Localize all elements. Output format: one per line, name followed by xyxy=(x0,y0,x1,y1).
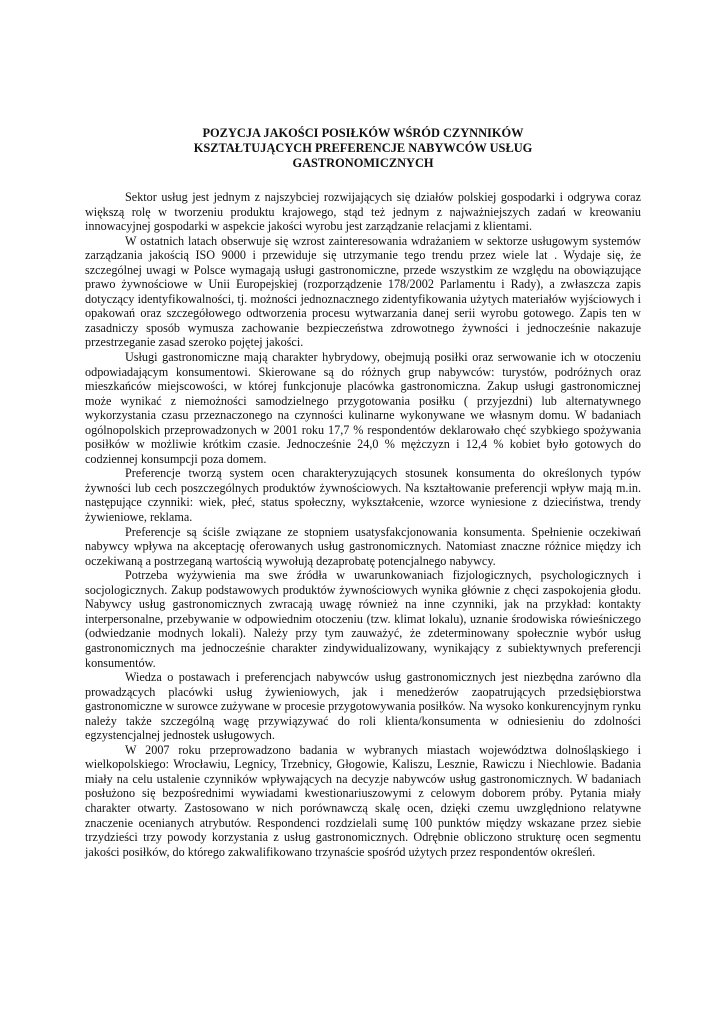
paragraph-2: W ostatnich latach obserwuje się wzrost zainteresowania wdrażaniem w sektorze usługowym systemów zarządzania jakością ISO 9000 i przewiduje się utrzymanie tego trendu przez wiele lat . Wydaje się, że szczególnej uwagi w Polsce wymagają usługi gastronomiczne, przede wszystkim ze względu na obowiązujące prawo żywnościowe w Unii Europejskiej (rozporządzenie 178/2002 Parlamentu i Rady), a zwłaszcza zapis dotyczący identyfikowalności, tj. możności jednoznacznego zidentyfikowania użytych materiałów wyjściowych i opakowań oraz szczegółowego odtworzenia procesu wytwarzania danej serii wyrobu gotowego. Zapis ten w zasadniczy sposób wymusza zachowanie bezpieczeństwa zdrowotnego żywności i jednocześnie nakazuje przestrzeganie zasad szeroko pojętej jakości. xyxy=(85,233,641,350)
paragraph-6: Potrzeba wyżywienia ma swe źródła w uwarunkowaniach fizjologicznych, psychologicznych i socjologicznych. Zakup podstawowych produktów żywnościowych wynika głównie z chęci zaspokojenia głodu. Nabywcy usług gastronomicznych zwracają uwagę również na inne czynniki, jak na przykład: kontakty interpersonalne, przebywanie w odpowiednim otoczeniu (tzw. klimat lokalu), uznanie środowiska rówieśniczego (odwiedzanie modnych lokali). Należy przy tym zauważyć, że zdeterminowany społecznie wybór usług gastronomicznych ma jednocześnie charakter zindywidualizowany, wynikający z subiektywnych preferencji konsumentów. xyxy=(85,568,641,670)
paragraph-1: Sektor usług jest jednym z najszybciej rozwijających się działów polskiej gospodarki i odgrywa coraz większą rolę w tworzeniu produktu krajowego, stąd też jednym z najważniejszych zadań w kreowaniu innowacyjnej gospodarki w aspekcie jakości wyrobu jest zarządzanie relacjami z klientami. xyxy=(85,190,641,234)
paragraph-3: Usługi gastronomiczne mają charakter hybrydowy, obejmują posiłki oraz serwowanie ich w otoczeniu odpowiadającym konsumentowi. Skierowane są do różnych grup nabywców: turystów, podróżnych oraz mieszkańców miejscowości, w której funkcjonuje placówka gastronomiczna. Zakup usługi gastronomicznej może wynikać z niemożności samodzielnego przygotowania posiłku ( przyjezdni) lub alternatywnego wykorzystania czasu przeznaczonego na czynności kulinarne wykonywane we własnym domu. W badaniach ogólnopolskich przeprowadzonych w 2001 roku 17,7 % respondentów deklarowało chęć szybkiego spożywania posiłków w możliwie krótkim czasie. Jednocześnie 24,0 % mężczyzn i 12,4 % kobiet było gotowych do codziennej konsumpcji poza domem. xyxy=(85,350,641,466)
paragraph-4: Preferencje tworzą system ocen charakteryzujących stosunek konsumenta do określonych typów żywności lub cech poszczególnych produktów żywnościowych. Na kształtowanie preferencji wpływ mają m.in. następujące czynniki: wiek, płeć, status społeczny, wykształcenie, wzorce wyniesione z dzieciństwa, trendy żywieniowe, reklama. xyxy=(85,466,641,525)
paragraph-8: W 2007 roku przeprowadzono badania w wybranych miastach województwa dolnośląskiego i wielkopolskiego: Wrocławiu, Legnicy, Trzebnicy, Głogowie, Kaliszu, Lesznie, Rawiczu i Niechlowie. Badania miały na celu ustalenie czynników wpływających na decyzje nabywców usług gastronomicznych. W badaniach posłużono się bezpośrednimi wywiadami kwestionariuszowymi z celowym doborem próby. Pytania miały charakter otwarty. Zastosowano w nich porównawczą skalę ocen, dzięki czemu uwzględniono relatywne znaczenie ocenianych atrybutów. Respondenci rozdzielali sumę 100 punktów między wskazane przez siebie trzydzieści trzy powody korzystania z usług gastronomicznych. Odrębnie obliczono strukturę ocen segmentu jakości posiłków, do którego zakwalifikowano trzynaście spośród użytych przez respondentów określeń. xyxy=(85,742,641,859)
title-line-1: POZYCJA JAKOŚCI POSIŁKÓW WŚRÓD CZYNNIKÓW xyxy=(202,126,524,140)
document-title xyxy=(85,126,641,171)
title-line-3: GASTRONOMICZNYCH xyxy=(292,156,434,170)
title-line-2: KSZTAŁTUJĄCYCH PREFERENCJE NABYWCÓW USŁUG xyxy=(193,141,533,155)
paragraph-7: Wiedza o postawach i preferencjach nabywców usług gastronomicznych jest niezbędna zarówno dla prowadzących placówki usług żywieniowych, jak i menedżerów zaopatrujących przedsiębiorstwa gastronomiczne w surowce zużywane w procesie przygotowywania posiłków. Na wysoko konkurencyjnym rynku należy także szczególną wagę przywiązywać do roli klienta/konsumenta w odniesieniu do zdolności egzystencjalnej jednostek usługowych. xyxy=(85,670,641,743)
paragraph-5: Preferencje są ściśle związane ze stopniem usatysfakcjonowania konsumenta. Spełnienie oczekiwań nabywcy wpływa na akceptację oferowanych usług gastronomicznych. Natomiast znaczne różnice między ich oczekiwaną a postrzeganą wartością wywołują dezaprobatę potencjalnego nabywcy. xyxy=(85,524,641,568)
document-page xyxy=(85,126,641,859)
